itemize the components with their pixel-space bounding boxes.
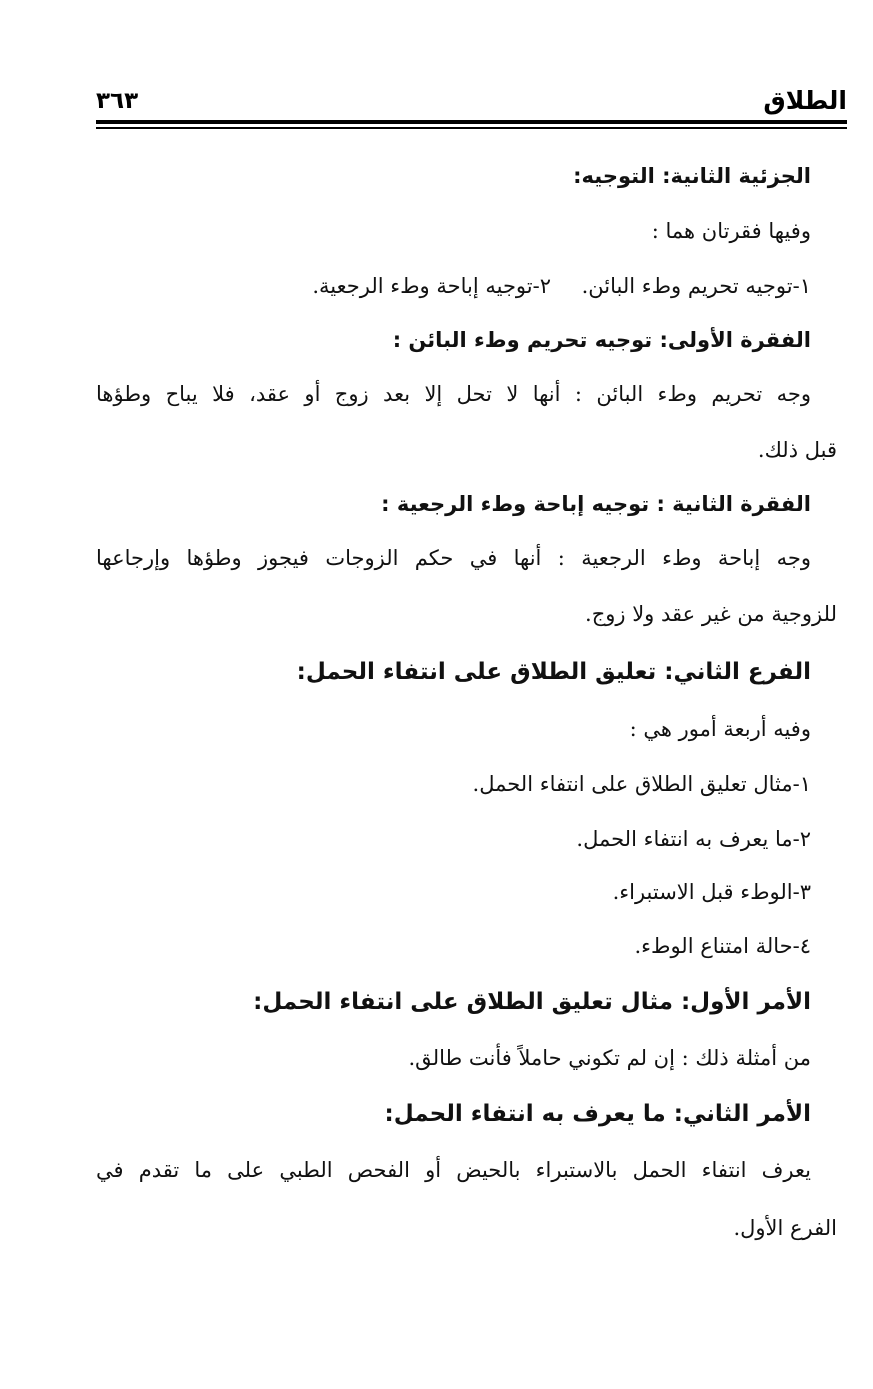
text-line: للزوجية من غير عقد ولا زوج.: [585, 602, 837, 626]
section-heading: الفرع الثاني: تعليق الطلاق على انتفاء الحمل:: [296, 659, 811, 685]
subsection-heading: الجزئية الثانية: التوجيه:: [573, 164, 811, 188]
header-rule-thick: [96, 120, 847, 124]
text-line: يعرف انتفاء الحمل بالاستبراء بالحيض أو الفحص الطبي على ما تقدم في: [96, 1158, 811, 1182]
text-line: وفيها فقرتان هما :: [651, 219, 811, 243]
subsection-heading: الأمر الثاني: ما يعرف به انتفاء الحمل:: [384, 1101, 811, 1127]
list-item: ٢-توجيه إباحة وطء الرجعية.: [312, 274, 551, 298]
running-title: الطلاق: [763, 86, 847, 115]
paragraph-heading: الفقرة الثانية : توجيه إباحة وطء الرجعية :: [381, 492, 811, 516]
text-line: وجه تحريم وطء البائن : أنها لا تحل إلا بعد زوج أو عقد، فلا يباح وطؤها: [96, 382, 811, 406]
subsection-heading: الأمر الأول: مثال تعليق الطلاق على انتفاء الحمل:: [253, 989, 811, 1015]
list-item: ١-مثال تعليق الطلاق على انتفاء الحمل.: [472, 772, 811, 796]
text-line: قبل ذلك.: [757, 438, 837, 462]
text-line: وفيه أربعة أمور هي :: [629, 717, 811, 741]
text-line: الفرع الأول.: [733, 1216, 837, 1240]
paragraph-heading: الفقرة الأولى: توجيه تحريم وطء البائن :: [392, 328, 811, 352]
list-item: ١-توجيه تحريم وطء البائن.: [581, 274, 811, 298]
list-item: ٣-الوطء قبل الاستبراء.: [612, 880, 811, 904]
page-number: ٣٦٣: [96, 88, 139, 114]
text-line: من أمثلة ذلك : إن لم تكوني حاملاً فأنت طالق.: [408, 1046, 811, 1070]
header-rule-thin: [96, 127, 847, 129]
list-item: ٢-ما يعرف به انتفاء الحمل.: [576, 827, 811, 851]
list-item: ٤-حالة امتناع الوطء.: [634, 934, 811, 958]
text-line: وجه إباحة وطء الرجعية : أنها في حكم الزوجات فيجوز وطؤها وإرجاعها: [96, 546, 811, 570]
